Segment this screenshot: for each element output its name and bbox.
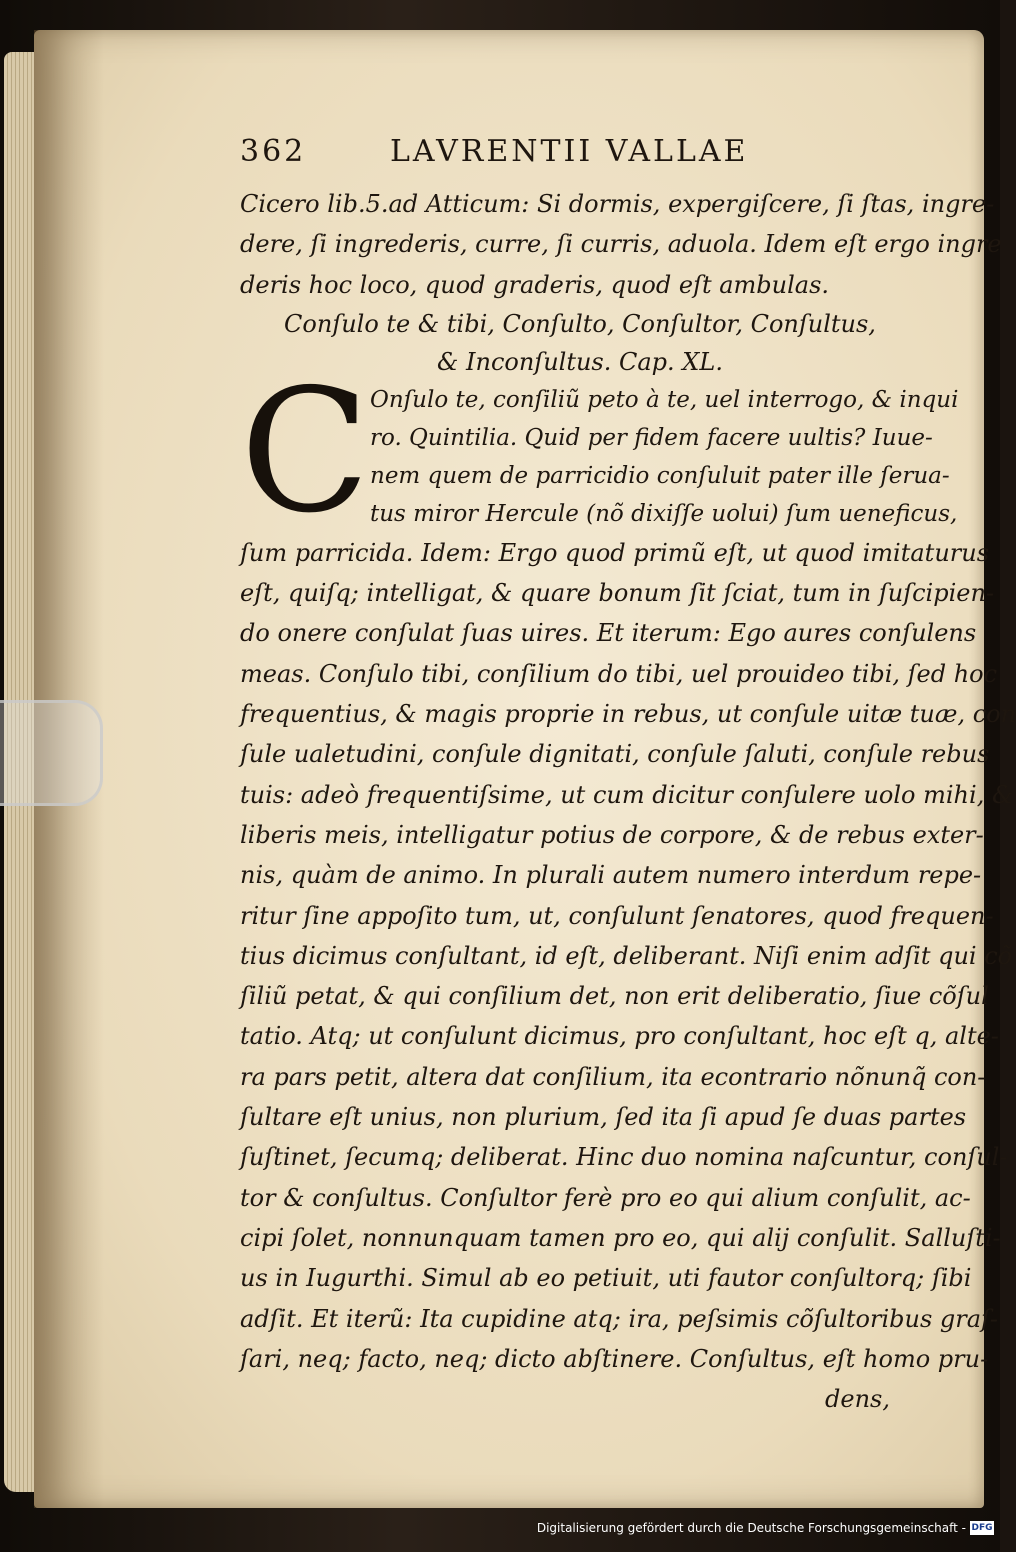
footer-credit: Digitalisierung gefördert durch die Deutsche Forschungsgemeinschaft - (536, 1521, 966, 1535)
text-line: ſuſtinet, ſecumq; deliberat. Hinc duo nomina naſcuntur, conſul- (240, 1143, 1008, 1172)
text-line: nis, quàm de animo. In plurali autem numero interdum repe- (240, 861, 982, 890)
text-line: ſule ualetudini, conſule dignitati, conſule ſaluti, conſule rebus (240, 740, 990, 769)
text-line: ſum parricida. Idem: Ergo quod primũ eſt, ut quod imitaturus (240, 538, 990, 567)
text-line: tor & conſultus. Conſultor ferè pro eo qui alium conſulit, ac- (240, 1183, 971, 1212)
text-line: Cicero lib.5.ad Atticum: Si dormis, expergiſcere, ſi ſtas, ingre- (240, 190, 995, 218)
running-title: LAVRENTII VALLAE (390, 134, 749, 169)
chapter-heading-line: Conſulo te & tibi, Conſulto, Conſultor, Conſultus, (284, 309, 876, 338)
text-line: Onſulo te, conſiliũ peto à te, uel interrogo, & inqui (370, 386, 959, 413)
text-line: nem quem de parricidio conſuluit pater ille ſerua- (370, 462, 950, 489)
text-line: deris hoc loco, quod graderis, quod eſt ambulas. (240, 270, 830, 299)
text-line: ſari, neq; facto, neq; dicto abſtinere. Conſultus, eſt homo pru- (240, 1344, 989, 1373)
chapter-heading-line: & Inconſultus. Cap. XL. (437, 347, 723, 376)
text-line: tus miror Hercule (nõ dixiſſe uolui) ſum ueneficus, (370, 500, 958, 527)
text-line: do onere conſulat ſuas uires. Et iterum: Ego aures conſulens (240, 619, 977, 648)
text-line: tuis: adeò frequentiſsime, ut cum dicitur conſulere uolo mihi, & (240, 780, 1014, 809)
page-number: 362 (240, 134, 307, 169)
text-line: ritur ſine appoſito tum, ut, conſulunt ſenatores, quod frequen- (240, 901, 994, 930)
page-clip-icon (0, 700, 103, 806)
text-line: ra pars petit, altera dat conſilium, ita econtrario nõnunq̃ con- (240, 1062, 986, 1091)
text-line: cipi ſolet, nonnunquam tamen pro eo, qui alij conſulit. Salluſti- (240, 1223, 1001, 1252)
text-line: tius dicimus conſultant, id eſt, deliberant. Niſi enim adſit qui cõ (240, 941, 1013, 970)
text-line: ro. Quintilia. Quid per fidem facere uultis? Iuue- (370, 424, 933, 451)
drop-cap-initial: C (240, 352, 371, 551)
text-line: ſultare eſt unius, non plurium, ſed ita ſi apud ſe duas partes (240, 1103, 967, 1132)
paragraph-main (240, 533, 1016, 1420)
text-line: eſt, quiſq; intelligat, & quare bonum ſit ſciat, tum in ſuſcipien- (240, 579, 995, 608)
page-text-block (240, 130, 1016, 1419)
running-head (240, 130, 920, 184)
text-line: adſit. Et iterũ: Ita cupidine atq; ira, peſsimis cõſultoribus graſ- (240, 1304, 999, 1333)
text-line: ſiliũ petat, & qui conſilium det, non erit deliberatio, ſiue cõſul (240, 982, 989, 1011)
dfg-logo-icon: DFG (971, 1523, 993, 1533)
text-line: frequentius, & magis proprie in rebus, ut conſule uitæ tuæ, con (240, 700, 1016, 729)
text-line: meas. Conſulo tibi, conſilium do tibi, uel prouideo tibi, ſed hoc (240, 659, 998, 688)
paragraph-previous (240, 184, 1002, 305)
text-line: dere, ſi ingrederis, curre, ſi curris, aduola. Idem eſt ergo ingre (240, 230, 1002, 259)
text-line: us in Iugurthi. Simul ab eo petiuit, uti fautor conſultorq; ſibi (240, 1264, 972, 1293)
text-line: liberis meis, intelligatur potius de corpore, & de rebus exter- (240, 820, 984, 849)
text-line: tatio. Atq; ut conſulunt dicimus, pro conſultant, hoc eſt q, alte- (240, 1022, 999, 1051)
catchword: dens, (825, 1385, 890, 1414)
digitization-footer (537, 1516, 994, 1540)
